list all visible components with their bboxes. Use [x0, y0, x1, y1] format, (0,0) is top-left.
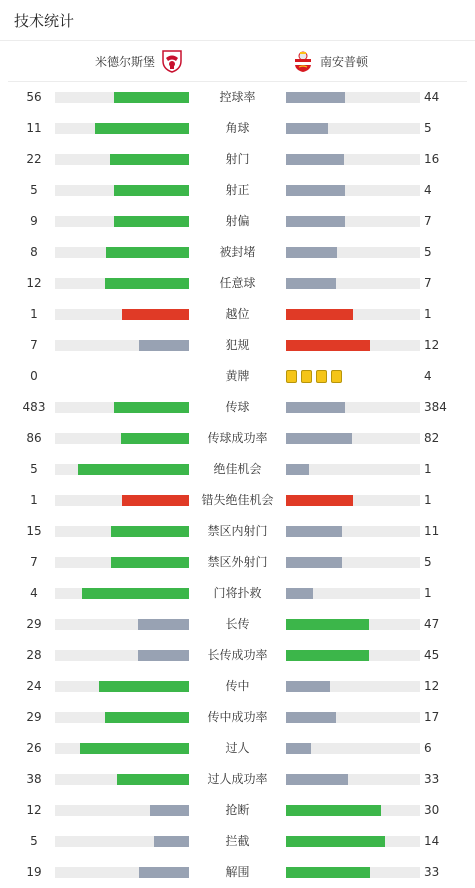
- away-stat-bar-track: [286, 712, 420, 723]
- yellow-card-icon: [286, 370, 297, 383]
- stat-label: 绝佳机会: [213, 462, 262, 476]
- stat-label: 门将扑救: [213, 586, 262, 600]
- stat-row: [0, 516, 475, 547]
- away-stat-bar: [286, 681, 330, 692]
- away-stat-bar: [286, 185, 345, 196]
- home-stat-value: 0: [30, 369, 38, 383]
- stat-label: 解围: [225, 865, 250, 879]
- away-stat-value: 5: [424, 121, 432, 135]
- home-stat-value: 28: [26, 648, 42, 662]
- home-stat-value: 7: [30, 338, 38, 352]
- home-stat-bar-track: [55, 495, 189, 506]
- away-stat-bar-track: [286, 309, 420, 320]
- stat-row: [0, 361, 475, 392]
- away-stat-value: 45: [424, 648, 440, 662]
- home-stat-bar: [138, 619, 189, 630]
- away-stat-value: 47: [424, 617, 440, 631]
- stat-label: 传球: [225, 400, 250, 414]
- away-stat-bar-track: [286, 433, 420, 444]
- stat-label: 任意球: [219, 276, 256, 290]
- home-stat-value: 22: [26, 152, 42, 166]
- home-stat-bar-track: [55, 743, 189, 754]
- away-stat-value: 30: [424, 803, 440, 817]
- away-stat-bar-track: [286, 774, 420, 785]
- stat-row: [0, 392, 475, 423]
- home-stat-value: 86: [26, 431, 42, 445]
- home-stat-value: 19: [26, 865, 42, 879]
- stat-row: [0, 826, 475, 857]
- away-stat-bar-track: [286, 743, 420, 754]
- away-stat-value: 5: [424, 555, 432, 569]
- home-stat-bar-track: [55, 619, 189, 630]
- stat-row: [0, 144, 475, 175]
- stat-row: [0, 609, 475, 640]
- away-stat-bar: [286, 805, 381, 816]
- home-stat-value: 8: [30, 245, 38, 259]
- away-stat-bar-track: [286, 123, 420, 134]
- yellow-card-icon: [301, 370, 312, 383]
- home-stat-bar-track: [55, 278, 189, 289]
- away-stat-bar-track: [286, 340, 420, 351]
- away-stat-value: 7: [424, 214, 432, 228]
- stat-row: [0, 268, 475, 299]
- stat-row: [0, 237, 475, 268]
- stat-label: 射门: [225, 152, 250, 166]
- stat-label: 长传成功率: [207, 648, 268, 662]
- away-stat-bar: [286, 340, 370, 351]
- stat-label: 角球: [225, 121, 250, 135]
- away-stat-bar-track: [286, 92, 420, 103]
- away-stat-bar: [286, 123, 328, 134]
- home-stat-bar: [82, 588, 189, 599]
- away-stat-value: 11: [424, 524, 440, 538]
- away-stat-bar-track: [286, 154, 420, 165]
- home-stat-bar: [139, 867, 189, 878]
- home-stat-bar: [110, 154, 189, 165]
- home-stat-bar-track: [55, 92, 189, 103]
- stat-label: 被封堵: [219, 245, 256, 259]
- away-stat-bar: [286, 154, 344, 165]
- home-stat-bar-track: [55, 867, 189, 878]
- away-stat-value: 82: [424, 431, 440, 445]
- home-stat-bar: [117, 774, 189, 785]
- away-stat-bar: [286, 712, 336, 723]
- away-stat-value: 12: [424, 679, 440, 693]
- home-stat-value: 24: [26, 679, 42, 693]
- home-stat-value: 5: [30, 462, 38, 476]
- stat-label: 拦截: [225, 834, 250, 848]
- stats-header: [0, 0, 475, 41]
- home-stat-bar: [150, 805, 189, 816]
- away-stat-value: 17: [424, 710, 440, 724]
- away-yellow-cards: [286, 370, 342, 383]
- away-stat-bar-track: [286, 526, 420, 537]
- home-stat-bar-track: [55, 681, 189, 692]
- home-stat-bar-track: [55, 650, 189, 661]
- away-stat-bar: [286, 619, 369, 630]
- away-stat-bar-track: [286, 867, 420, 878]
- home-stat-bar: [114, 92, 189, 103]
- home-stat-bar: [121, 433, 189, 444]
- home-stat-bar-track: [55, 805, 189, 816]
- away-stat-bar: [286, 774, 348, 785]
- home-stat-value: 12: [26, 803, 42, 817]
- away-stat-bar: [286, 588, 313, 599]
- away-stat-bar: [286, 495, 353, 506]
- away-stat-value: 33: [424, 772, 440, 786]
- teams-bar: [8, 41, 467, 82]
- home-stat-value: 12: [26, 276, 42, 290]
- away-stat-value: 16: [424, 152, 440, 166]
- yellow-card-icon: [316, 370, 327, 383]
- home-stat-bar-track: [55, 309, 189, 320]
- away-stat-bar-track: [286, 557, 420, 568]
- home-stat-bar-track: [55, 433, 189, 444]
- home-stat-bar-track: [55, 712, 189, 723]
- away-stat-bar: [286, 216, 345, 227]
- away-stat-bar-track: [286, 495, 420, 506]
- stat-row: [0, 206, 475, 237]
- home-stat-value: 26: [26, 741, 42, 755]
- stat-label: 射正: [225, 183, 250, 197]
- stat-row: [0, 454, 475, 485]
- stat-row: [0, 857, 475, 888]
- away-stat-bar-track: [286, 681, 420, 692]
- away-stat-bar: [286, 836, 385, 847]
- stat-row: [0, 423, 475, 454]
- away-team[interactable]: [292, 41, 368, 81]
- home-stat-value: 56: [26, 90, 42, 104]
- home-stat-value: 7: [30, 555, 38, 569]
- home-stat-bar-track: [55, 247, 189, 258]
- stat-row: [0, 485, 475, 516]
- home-stat-bar-track: [55, 216, 189, 227]
- home-stat-value: 9: [30, 214, 38, 228]
- away-stat-value: 384: [424, 400, 447, 414]
- stat-label: 过人成功率: [207, 772, 268, 786]
- away-stat-bar: [286, 464, 309, 475]
- stat-row: [0, 113, 475, 144]
- away-stat-value: 1: [424, 586, 432, 600]
- away-stat-value: 4: [424, 369, 432, 383]
- away-stat-bar: [286, 92, 345, 103]
- away-stat-bar-track: [286, 836, 420, 847]
- home-stat-value: 483: [22, 400, 46, 414]
- away-stat-value: 14: [424, 834, 440, 848]
- home-stat-bar-track: [55, 464, 189, 475]
- home-stat-value: 29: [26, 617, 42, 631]
- away-stat-value: 44: [424, 90, 440, 104]
- home-stat-bar-track: [55, 588, 189, 599]
- stat-row: [0, 671, 475, 702]
- away-stat-bar-track: [286, 650, 420, 661]
- stat-label: 黄牌: [225, 369, 250, 383]
- home-stat-bar: [114, 185, 189, 196]
- stat-row: [0, 330, 475, 361]
- home-stat-value: 38: [26, 772, 42, 786]
- home-team-name: 米德尔斯堡: [94, 54, 155, 69]
- stat-row: [0, 82, 475, 113]
- away-stat-bar: [286, 433, 352, 444]
- home-stat-bar-track: [55, 402, 189, 413]
- stat-label: 传中: [225, 679, 250, 693]
- stat-label: 控球率: [219, 90, 256, 104]
- home-stat-value: 4: [30, 586, 38, 600]
- stat-row: [0, 578, 475, 609]
- home-stat-value: 29: [26, 710, 42, 724]
- away-stat-value: 1: [424, 307, 432, 321]
- stat-label: 传球成功率: [207, 431, 268, 445]
- away-stat-bar: [286, 557, 342, 568]
- stat-row: [0, 175, 475, 206]
- away-stat-bar-track: [286, 588, 420, 599]
- away-stat-bar: [286, 743, 311, 754]
- away-stat-bar-track: [286, 805, 420, 816]
- stat-label: 射偏: [225, 214, 250, 228]
- away-stat-bar-track: [286, 464, 420, 475]
- stats-list: [0, 82, 475, 888]
- away-stat-bar-track: [286, 185, 420, 196]
- away-stat-value: 4: [424, 183, 432, 197]
- stat-row: [0, 702, 475, 733]
- southampton-crest-icon: [292, 49, 314, 73]
- home-stat-bar: [106, 247, 189, 258]
- home-stat-value: 1: [30, 493, 38, 507]
- home-stat-bar-track: [55, 774, 189, 785]
- away-stat-value: 1: [424, 462, 432, 476]
- home-stat-bar-track: [55, 123, 189, 134]
- home-stat-bar: [105, 712, 189, 723]
- stat-row: [0, 547, 475, 578]
- home-stat-value: 15: [26, 524, 42, 538]
- away-stat-value: 6: [424, 741, 432, 755]
- home-stat-bar: [111, 526, 189, 537]
- middlesbrough-crest-icon: [161, 49, 183, 73]
- stat-row: [0, 733, 475, 764]
- home-stat-bar: [95, 123, 189, 134]
- home-stat-value: 5: [30, 834, 38, 848]
- away-stat-bar: [286, 247, 337, 258]
- stat-label: 长传: [225, 617, 250, 631]
- home-stat-bar: [114, 216, 189, 227]
- home-stat-bar: [154, 836, 189, 847]
- home-stat-value: 1: [30, 307, 38, 321]
- stat-label: 禁区外射门: [207, 555, 268, 569]
- away-stat-bar-track: [286, 216, 420, 227]
- home-stat-bar: [122, 309, 189, 320]
- away-stat-bar: [286, 867, 370, 878]
- home-stat-value: 5: [30, 183, 38, 197]
- stat-label: 越位: [225, 307, 250, 321]
- home-stat-bar: [122, 495, 189, 506]
- away-stat-bar: [286, 526, 342, 537]
- home-team[interactable]: [95, 41, 183, 81]
- away-stat-value: 5: [424, 245, 432, 259]
- stat-label: 过人: [225, 741, 250, 755]
- home-stat-bar-track: [55, 154, 189, 165]
- home-stat-bar: [80, 743, 189, 754]
- stat-label: 犯规: [225, 338, 250, 352]
- page-title: 技术统计: [14, 11, 75, 30]
- home-stat-bar-track: [55, 836, 189, 847]
- away-stat-bar: [286, 309, 353, 320]
- home-stat-value: 11: [26, 121, 42, 135]
- home-stat-bar: [139, 340, 189, 351]
- away-stat-bar-track: [286, 278, 420, 289]
- away-stat-bar: [286, 402, 345, 413]
- away-stat-bar-track: [286, 402, 420, 413]
- home-stat-bar-track: [55, 185, 189, 196]
- away-stat-value: 1: [424, 493, 432, 507]
- home-stat-bar: [114, 402, 189, 413]
- stat-row: [0, 764, 475, 795]
- home-stat-bar: [78, 464, 189, 475]
- home-stat-bar: [105, 278, 189, 289]
- away-stat-value: 7: [424, 276, 432, 290]
- away-stat-bar: [286, 650, 369, 661]
- stat-row: [0, 795, 475, 826]
- away-stat-bar-track: [286, 619, 420, 630]
- home-stat-bar-track: [55, 526, 189, 537]
- away-stat-bar: [286, 278, 336, 289]
- home-stat-bar-track: [55, 340, 189, 351]
- away-stat-value: 33: [424, 865, 440, 879]
- away-team-name: 南安普顿: [320, 54, 369, 69]
- yellow-card-icon: [331, 370, 342, 383]
- stat-row: [0, 299, 475, 330]
- home-stat-bar-track: [55, 557, 189, 568]
- home-stat-bar: [138, 650, 189, 661]
- stat-label: 错失绝佳机会: [201, 493, 274, 507]
- stat-label: 传中成功率: [207, 710, 268, 724]
- stat-label: 抢断: [225, 803, 250, 817]
- home-stat-bar: [111, 557, 189, 568]
- away-stat-value: 12: [424, 338, 440, 352]
- stat-label: 禁区内射门: [207, 524, 268, 538]
- away-stat-bar-track: [286, 247, 420, 258]
- home-stat-bar: [99, 681, 189, 692]
- stat-row: [0, 640, 475, 671]
